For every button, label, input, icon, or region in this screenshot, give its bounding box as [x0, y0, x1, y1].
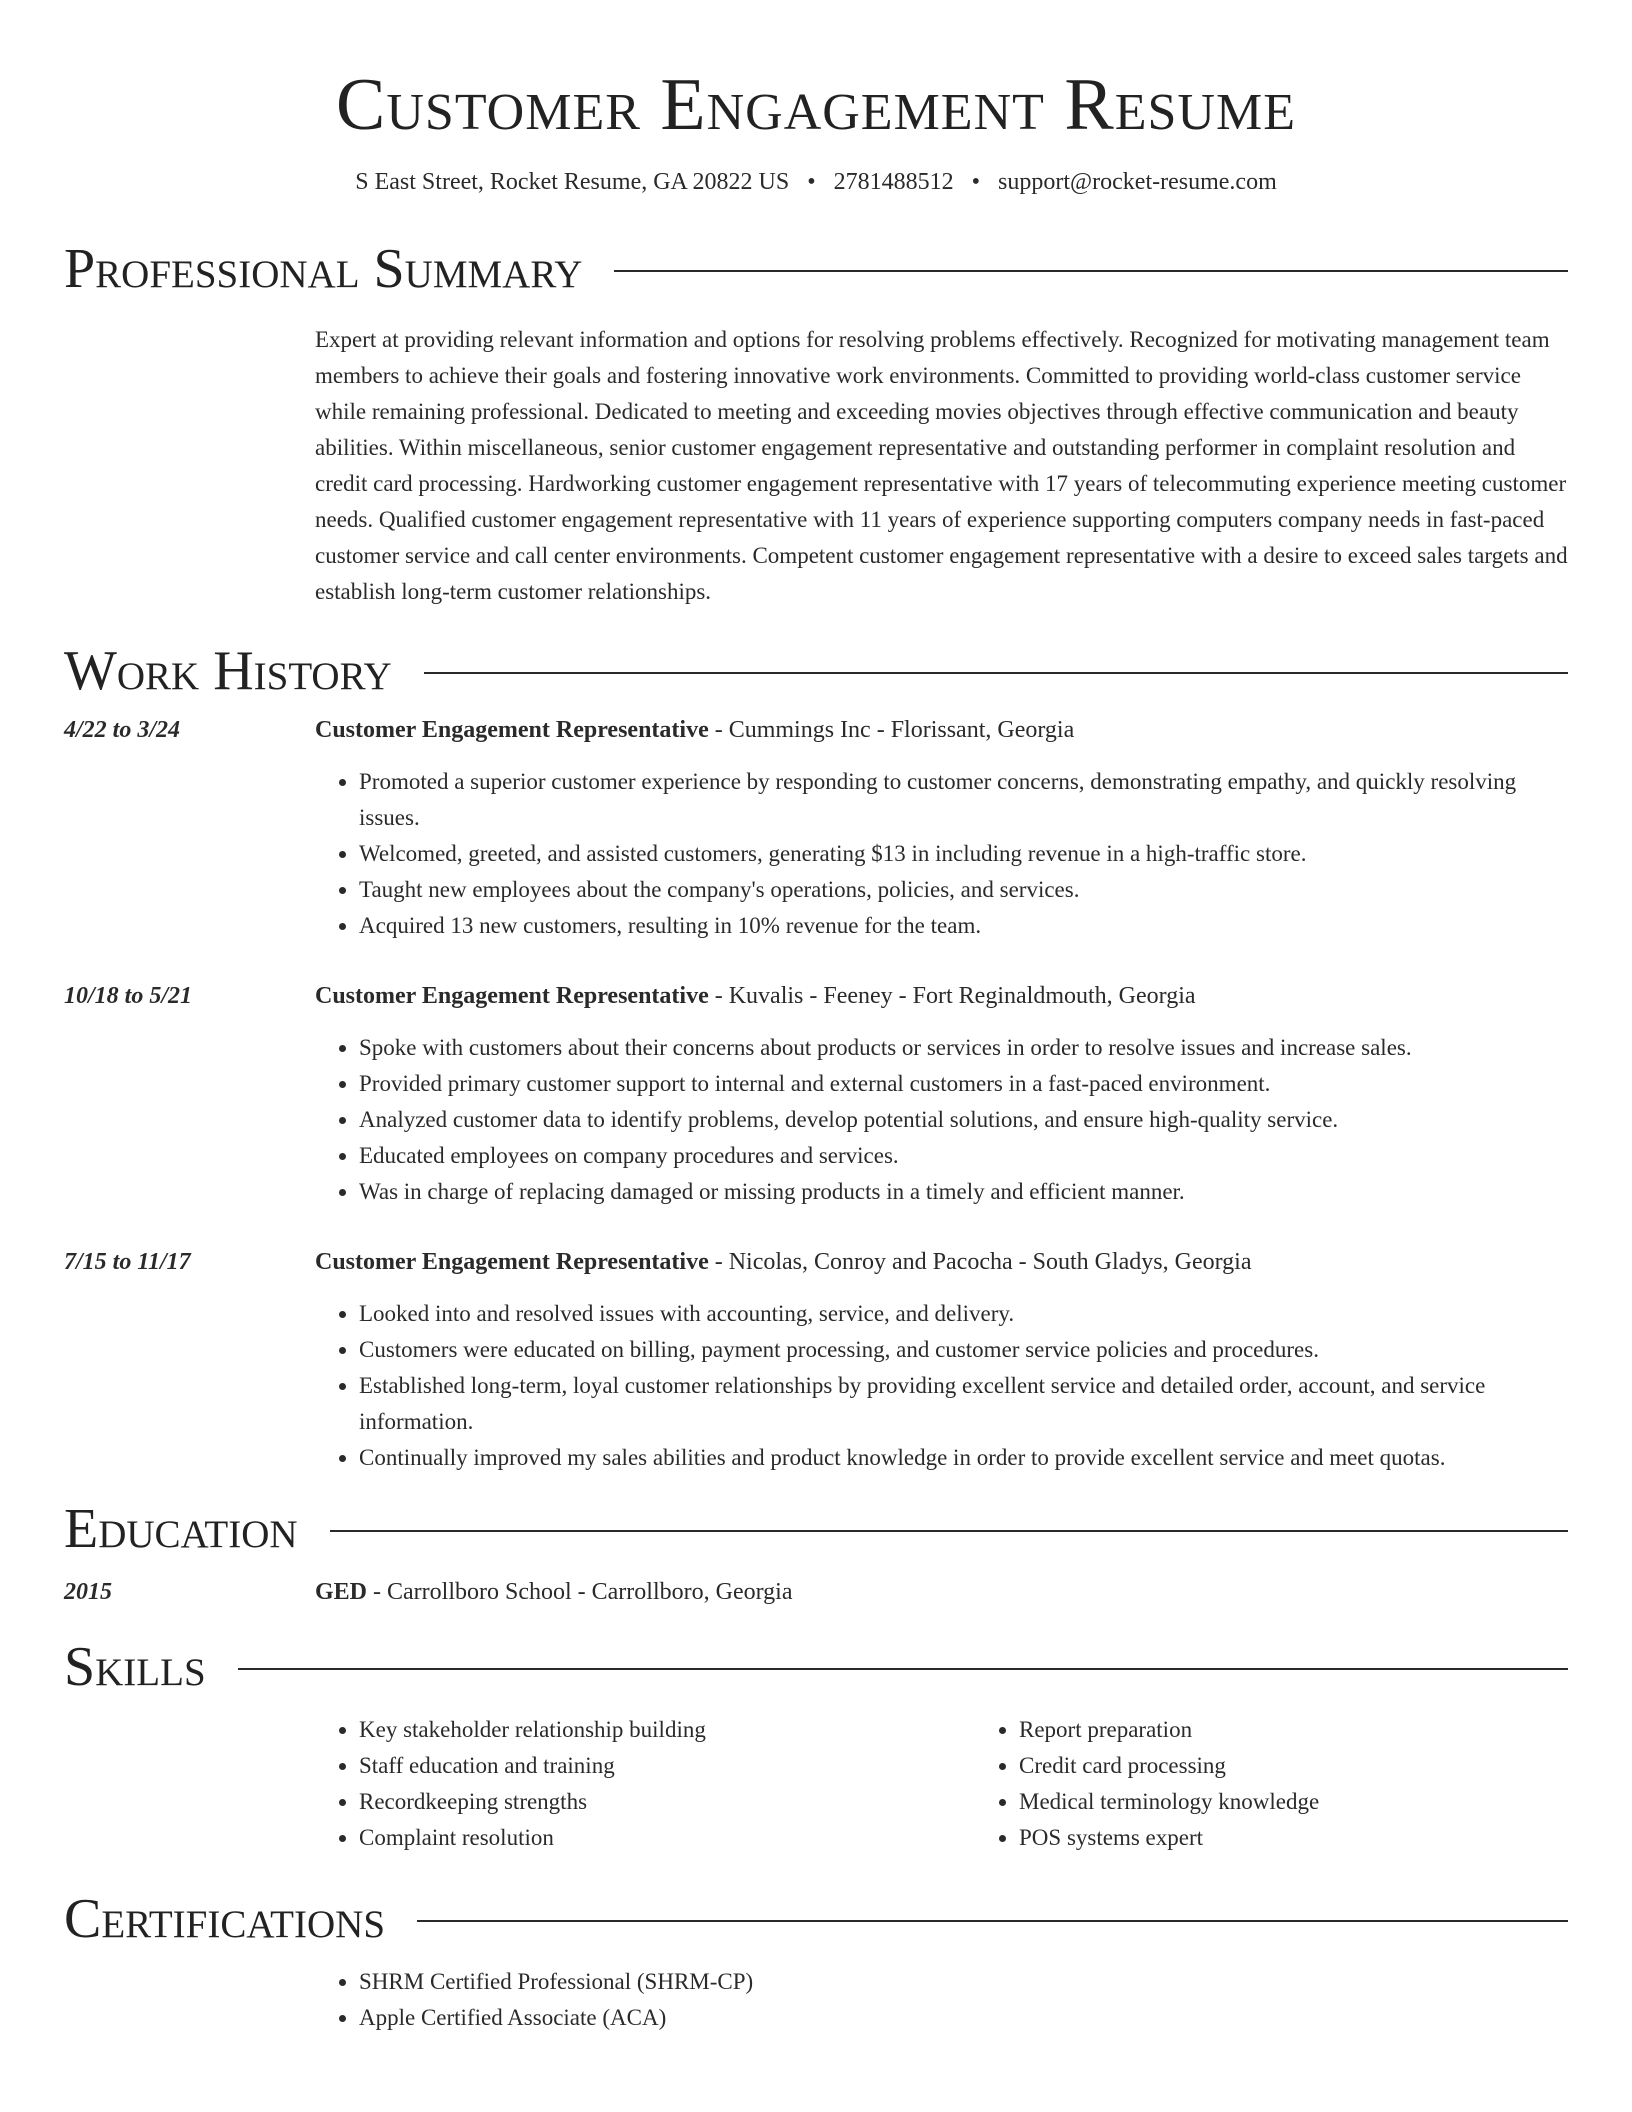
contact-phone: 2781488512	[833, 169, 954, 195]
list-item: • Customers were educated on billing, payment processing, and customer service policies and procedures.	[359, 1332, 1568, 1368]
job-entry	[64, 978, 1568, 1210]
education-heading	[315, 1574, 1568, 1610]
job-entry	[64, 712, 1568, 944]
resume-page	[64, 0, 1568, 2036]
job-title: Customer Engagement Representative	[315, 983, 709, 1009]
certification-item: • SHRM Certified Professional (SHRM-CP)	[359, 1964, 1568, 2000]
contact-line	[64, 166, 1568, 198]
contact-separator: •	[971, 169, 981, 195]
job-dates: 10/18 to 5/21	[64, 983, 193, 1009]
certifications-list	[315, 1950, 1568, 2036]
list-item: • Provided primary customer support to internal and external customers in a fast-paced environment.	[359, 1066, 1568, 1102]
section-divider	[330, 1530, 1568, 1532]
education-year: 2015	[64, 1579, 112, 1605]
education-entry	[64, 1560, 1568, 1610]
certifications-row	[64, 1950, 1568, 2036]
section-title-skills: Skills	[64, 1636, 206, 1698]
skill-item: • Complaint resolution	[359, 1820, 975, 1856]
section-title-work-history: Work History	[64, 640, 392, 702]
contact-address: S East Street, Rocket Resume, GA 20822 US	[355, 169, 790, 195]
skills-section-header	[64, 1636, 1568, 1698]
job-heading	[315, 1244, 1568, 1280]
list-item: • Looked into and resolved issues with accounting, service, and delivery.	[359, 1296, 1568, 1332]
education-section-header	[64, 1498, 1568, 1560]
job-bullets	[315, 1030, 1568, 1210]
job-details: - Kuvalis - Feeney - Fort Reginaldmouth, Georgia	[708, 983, 1196, 1009]
job-heading	[315, 712, 1568, 748]
work-section-header	[64, 640, 1568, 702]
section-divider	[238, 1668, 1568, 1670]
list-item: • Acquired 13 new customers, resulting in 10% revenue for the team.	[359, 908, 1568, 944]
work-history-list	[64, 702, 1568, 1476]
certifications-section-header	[64, 1888, 1568, 1950]
summary-section-header	[64, 238, 1568, 300]
certifications-left-spacer	[64, 1950, 315, 2036]
skill-item: • Key stakeholder relationship building	[359, 1712, 975, 1748]
job-bullets	[315, 764, 1568, 944]
skill-item: • POS systems expert	[1019, 1820, 1632, 1856]
list-item: • Was in charge of replacing damaged or missing products in a timely and efficient manner.	[359, 1174, 1568, 1210]
skill-item: • Report preparation	[1019, 1712, 1632, 1748]
resume-title: Customer Engagement Resume	[336, 64, 1296, 146]
job-title: Customer Engagement Representative	[315, 717, 709, 743]
contact-email: support@rocket-resume.com	[998, 169, 1277, 195]
list-item: • Educated employees on company procedures and services.	[359, 1138, 1568, 1174]
contact-separator: •	[807, 169, 816, 195]
job-dates: 7/15 to 11/17	[64, 1249, 191, 1275]
section-title-education: Education	[64, 1498, 298, 1560]
skills-grid	[315, 1698, 1632, 1856]
certification-item: • Apple Certified Associate (ACA)	[359, 2000, 1568, 2036]
skills-left-spacer	[64, 1698, 315, 1856]
section-title-summary: Professional Summary	[64, 238, 583, 300]
section-divider	[614, 270, 1568, 272]
list-item: • Established long-term, loyal customer relationships by providing excellent service and detailed order, account, and service information.	[359, 1368, 1568, 1440]
skill-item: • Medical terminology knowledge	[1019, 1784, 1632, 1820]
list-item: • Taught new employees about the company's operations, policies, and services.	[359, 872, 1568, 908]
list-item: • Continually improved my sales abilities and product knowledge in order to provide excellent service and meet quotas.	[359, 1440, 1568, 1476]
job-details: - Nicolas, Conroy and Pacocha - South Gladys, Georgia	[708, 1249, 1252, 1275]
job-dates: 4/22 to 3/24	[64, 717, 181, 743]
job-details: - Cummings Inc - Florissant, Georgia	[708, 717, 1075, 743]
skills-row	[64, 1698, 1568, 1856]
job-entry	[64, 1244, 1568, 1476]
section-title-certifications: Certifications	[64, 1888, 386, 1950]
section-divider	[424, 672, 1568, 674]
section-divider	[417, 1920, 1568, 1922]
summary-row	[64, 300, 1568, 610]
job-heading	[315, 978, 1568, 1014]
skills-list-left	[315, 1712, 975, 1856]
job-bullets	[315, 1296, 1568, 1476]
education-degree: GED	[315, 1579, 368, 1605]
skill-item: • Credit card processing	[1019, 1748, 1632, 1784]
list-item: • Spoke with customers about their concerns about products or services in order to resolve issues and increase sales.	[359, 1030, 1568, 1066]
list-item: • Welcomed, greeted, and assisted customers, generating $13 in including revenue in a high-traffic store.	[359, 836, 1568, 872]
summary-left-spacer	[64, 300, 315, 610]
education-details: - Carrollboro School - Carrollboro, Georgia	[367, 1579, 793, 1605]
summary-text: Expert at providing relevant information and options for resolving problems effectively. Recognized for motivating management team members to achieve their goals and fostering innovative work environments. Committed to providing world-class customer service while remaining professional. Dedicated to meeting and exceeding movies objectives through effective communication and beauty abilities. Within miscellaneous, senior customer engagement representative and outstanding performer in complaint resolution and credit card processing. Hardworking customer engagement representative with 17 years of telecommuting experience meeting customer needs. Qualified customer engagement representative with 11 years of experience supporting computers company needs in fast-paced customer service and call center environments. Competent customer engagement representative with a desire to exceed sales targets and establish long-term customer relationships.	[315, 327, 1568, 604]
skill-item: • Recordkeeping strengths	[359, 1784, 975, 1820]
list-item: • Analyzed customer data to identify problems, develop potential solutions, and ensure high-quality service.	[359, 1102, 1568, 1138]
skill-item: • Staff education and training	[359, 1748, 975, 1784]
job-title: Customer Engagement Representative	[315, 1249, 709, 1275]
skills-list-right	[975, 1712, 1632, 1856]
list-item: • Promoted a superior customer experience by responding to customer concerns, demonstrating empathy, and quickly resolving issues.	[359, 764, 1568, 836]
